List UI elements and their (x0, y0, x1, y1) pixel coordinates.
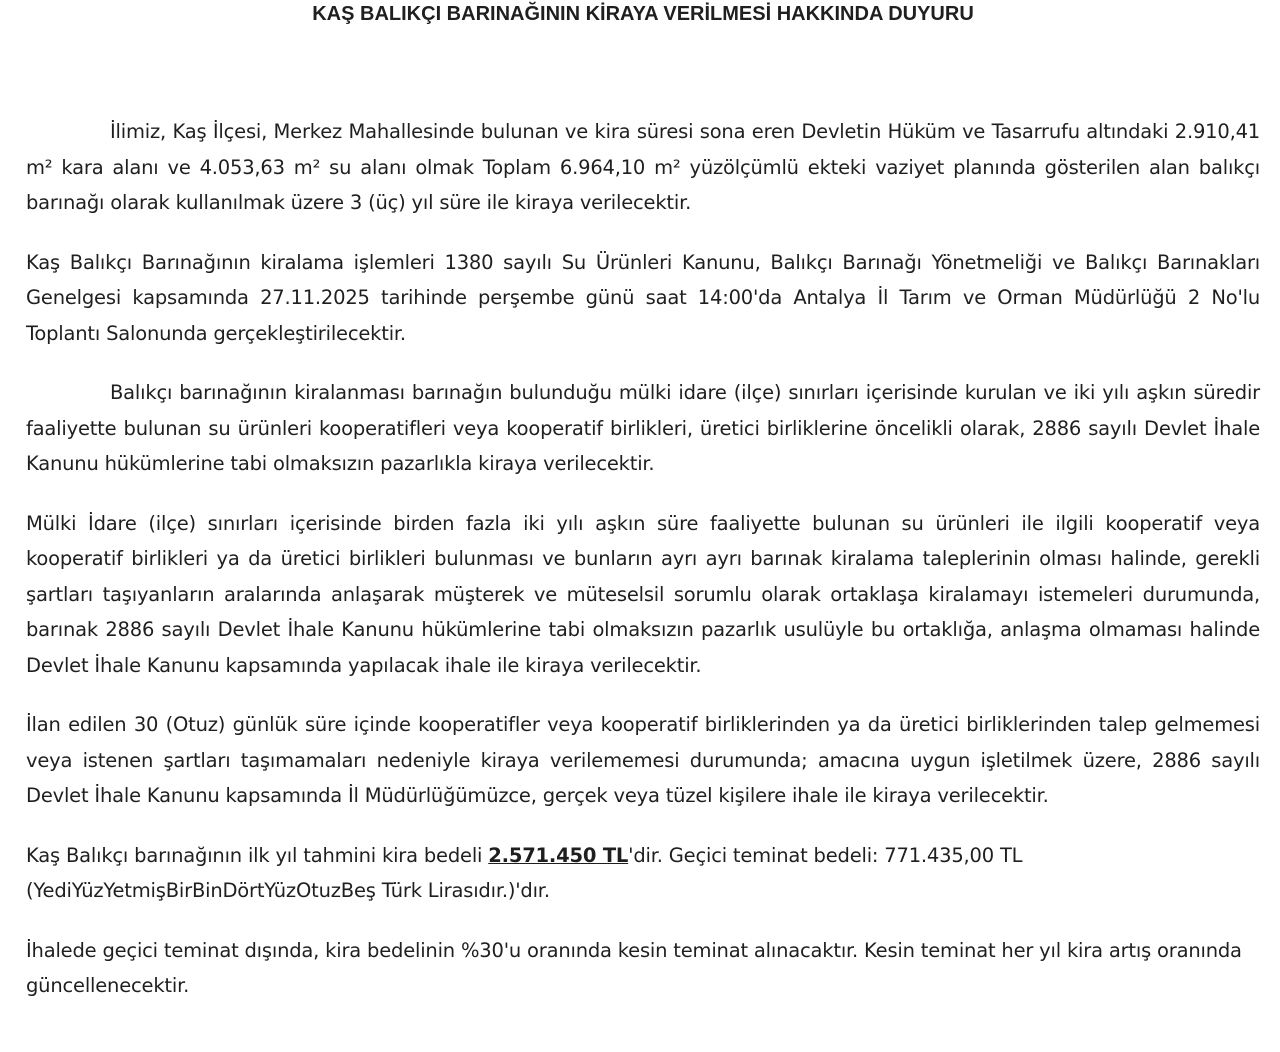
paragraph-guarantee: İhalede geçici teminat dışında, kira bedelinin %30'u oranında kesin teminat alınacaktır. Kesin teminat her yıl kira artış oranında güncellenecektir. (26, 938, 1242, 997)
paragraph-no-applicants: İlan edilen 30 (Otuz) günlük süre içinde kooperatifler veya kooperatif birliklerinden ya da üretici birliklerinden talep gelmemesi veya istenen şartları taşımamaları nedeniyle kiraya verilememesi durumunda; amacına uygun işletilmek üzere, 2886 sayılı Devlet İhale Kanunu kapsamında İl Müdürlüğümüzce, gerçek veya tüzel kişilere ihale ile kiraya verilecektir. (26, 713, 1260, 807)
rent-text-before: Kaş Balıkçı barınağının ilk yıl tahmini kira bedeli (26, 843, 489, 867)
document-title: KAŞ BALIKÇI BARINAĞININ KİRAYA VERİLMESİ HAKKINDA DUYURU (312, 3, 974, 25)
rent-text-after: 'dir. Geçici teminat bedeli: 771.435,00 TL (YediYüzYetmişBirBinDörtYüzOtuzBeş Türk Lirasıdır.)'dır. (26, 843, 1023, 902)
rent-amount: 2.571.450 TL (488, 843, 629, 867)
announcement-document (26, 0, 1260, 1004)
paragraph-multiple-applicants: Mülki İdare (ilçe) sınırları içerisinde birden fazla iki yılı aşkın süre faaliyette bulunan su ürünleri ile ilgili kooperatif veya kooperatif birlikleri ya da üretici birlikleri bulunması ve bunların ayrı ayrı barınak kiralama taleplerinin olması halinde, gerekli şartları taşıyanların aralarında anlaşarak müşterek ve müteselsil sorumlu olarak ortaklaşa kiralamayı istemeleri durumunda, barınak 2886 sayılı Devlet İhale Kanunu hükümlerine tabi olmaksızın pazarlık usulüyle bu ortaklığa, anlaşma olmaması halinde Devlet İhale Kanunu kapsamında yapılacak ihale ile kiraya verilecektir. (26, 511, 1260, 677)
paragraph-area-description: İlimiz, Kaş İlçesi, Merkez Mahallesinde bulunan ve kira süresi sona eren Devletin Hüküm ve Tasarrufu altındaki 2.910,41 m² kara alanı ve 4.053,63 m² su alanı olmak Toplam 6.964,10 m² yüzölçümlü ekteki vaziyet planında gösterilen alan balıkçı barınağı olarak kullanılmak üzere 3 (üç) yıl süre ile kiraya verilecektir. (26, 120, 1260, 214)
paragraph-rental-procedure: Kaş Balıkçı Barınağının kiralama işlemleri 1380 sayılı Su Ürünleri Kanunu, Balıkçı Barınağı Yönetmeliği ve Balıkçı Barınakları Genelgesi kapsamında 27.11.2025 tarihinde perşembe günü saat 14:00'da Antalya İl Tarım ve Orman Müdürlüğü 2 No'lu Toplantı Salonunda gerçekleştirilecektir. (26, 250, 1260, 345)
paragraph-priority-cooperatives: Balıkçı barınağının kiralanması barınağın bulunduğu mülki idare (ilçe) sınırları içerisinde kurulan ve iki yılı aşkın süredir faaliyette bulunan su ürünleri kooperatifleri veya kooperatif birlikleri, üretici birliklerine öncelikli olarak, 2886 sayılı Devlet İhale Kanunu hükümlerine tabi olmaksızın pazarlıkla kiraya verilecektir. (26, 381, 1260, 475)
paragraph-rent-amount (26, 838, 1260, 909)
